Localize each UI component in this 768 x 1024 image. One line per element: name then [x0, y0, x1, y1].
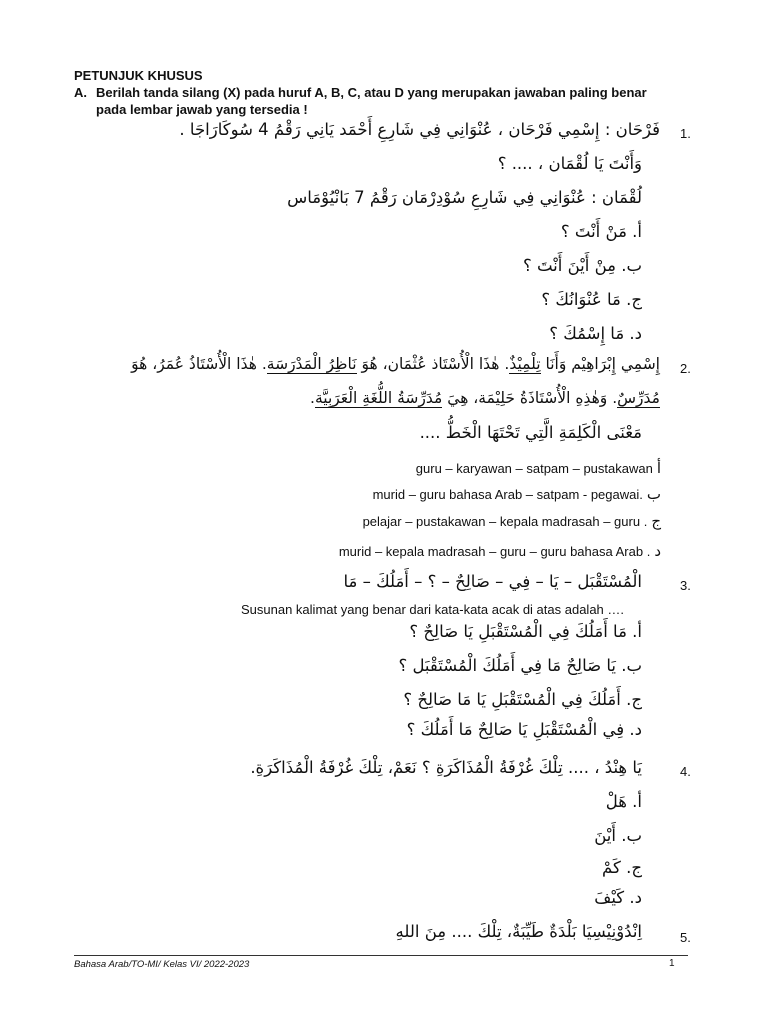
q3-instruction: Susunan kalimat yang benar dari kata-kata acak di atas adalah …. [241, 602, 625, 617]
q2-option-d-text: murid – kepala madrasah – guru – guru bahasa Arab . [338, 544, 651, 559]
q2-option-b-text: murid – guru bahasa Arab – satpam - pegawai. [372, 487, 643, 502]
q4-option-a: أ. هَلْ [605, 792, 642, 811]
q2-line-1-b: . هٰذَا الْأُسْتَاذ عُثْمَان، هُوَ [356, 355, 510, 373]
q4-option-c: ج. كَمْ [602, 858, 642, 877]
footer-page-number: 1 [669, 958, 675, 969]
q1-option-c: ج. مَا عُنْوَانُكَ ؟ [541, 290, 642, 309]
q1-line-2: وَأَنْتَ يَا لُقْمَان ، .... ؟ [497, 154, 642, 173]
q4-number: 4. [680, 764, 691, 779]
q2-option-b [373, 485, 661, 503]
q1-line-3: لُقْمَان : عُنْوَانِي فِي شَارِعِ سُوْدِرْمَان رَقْمُ 7 بَانْيُوْمَاس [287, 188, 642, 207]
q2-line-2-a: . وَهٰذِهِ الْأُسْتَاذَةُ حَلِيْمَة، هِيَ [442, 389, 618, 407]
q3-option-a: أ. مَا أَمَلُكَ فِي الْمُسْتَقْبَلِ يَا صَالِحٌ ؟ [409, 622, 642, 641]
q1-number: 1. [680, 126, 691, 141]
q2-option-d [339, 542, 661, 560]
q4-option-b: ب. أَيْنَ [594, 826, 642, 845]
q2-line-2 [310, 389, 660, 407]
q2-number: 2. [680, 361, 691, 376]
q2-underline-3: مُدَرِّسٌ [617, 389, 660, 407]
instruction-line-2: pada lembar jawab yang tersedia ! [96, 102, 308, 117]
q1-line-1: فَرْحَان : إِسْمِي فَرْحَان ، عُنْوَانِي فِي شَارِعِ أَحْمَد يَانِي رَقْمُ 4 سُوكَارَاجَا . [179, 120, 660, 139]
q2-option-c [363, 512, 661, 530]
q4-option-d: د. كَيْفَ [594, 888, 642, 907]
q2-option-a [416, 459, 661, 477]
q5-number: 5. [680, 930, 691, 945]
q3-number: 3. [680, 578, 691, 593]
instruction-line-1: Berilah tanda silang (X) pada huruf A, B, C, atau D yang merupakan jawaban paling benar [96, 85, 647, 100]
q2-option-c-text: pelajar – pustakawan – kepala madrasah – guru . [362, 514, 648, 529]
q2-line-1-a: إِسْمِي إِبْرَاهِيْم وَأَنَا [540, 355, 660, 373]
q3-option-d: د. فِي الْمُسْتَقْبَلِ يَا صَالِحٌ مَا أَمَلُكَ ؟ [406, 720, 642, 739]
q1-option-a: أ. مَنْ أَنْتَ ؟ [560, 222, 642, 241]
instruction-block [74, 84, 704, 118]
q2-underline-2: نَاظِرُ الْمَدْرَسَة [266, 355, 357, 373]
q2-option-d-mark: د [654, 542, 661, 560]
q2-option-a-text: guru – karyawan – satpam – pustakawan [415, 461, 653, 476]
q2-option-a-mark: أ [656, 459, 661, 477]
page-title: PETUNJUK KHUSUS [74, 68, 203, 83]
q2-line-2-b: . [310, 389, 315, 407]
q2-option-b-mark: ب [646, 485, 661, 503]
footer-divider [74, 955, 688, 956]
q2-line-1-c: . هٰذَا الْأُسْتَاذُ عُمَرُ، هُوَ [131, 355, 267, 373]
q1-option-d: د. مَا إِسْمُكَ ؟ [549, 324, 642, 343]
q1-option-b: ب. مِنْ أَيْنَ أَنْتَ ؟ [522, 256, 642, 275]
q3-line-1: الْمُسْتَقْبَل – يَا – فِي – صَالِحٌ – ؟ – أَمَلُكَ – مَا [343, 572, 642, 591]
q5-line-1: اِنْدُوْنِيْسِيَا بَلْدَةٌ طَيِّبَةٌ، تِلْكَ .... مِنَ اللهِ [395, 922, 642, 941]
q2-underline-4: مُدَرِّسَةُ اللُّغَةِ الْعَرَبِيَّة [314, 389, 443, 407]
q2-line-3: مَعْنَى الْكَلِمَةِ الَّتِي تَحْتَهَا الْخَطُّ .... [419, 423, 642, 442]
q3-option-b: ب. يَا صَالِحٌ مَا فِي أَمَلُكَ الْمُسْتَقْبَل ؟ [398, 656, 642, 675]
q2-option-c-mark: ج [651, 512, 661, 530]
instruction-letter: A. [74, 85, 87, 100]
q3-option-c: ج. أَمَلُكَ فِي الْمُسْتَقْبَلِ يَا مَا صَالِحٌ ؟ [403, 690, 642, 709]
footer-course: Bahasa Arab/TO-MI/ Kelas VI/ 2022-2023 [74, 959, 250, 970]
q2-underline-1: تِلْمِيْذٌ [509, 355, 541, 373]
q2-line-1 [131, 355, 660, 373]
q4-line-1: يَا هِنْدُ ، .... تِلْكَ غُرْفَةُ الْمُذَاكَرَةِ ؟ نَعَمْ، تِلْكَ غُرْفَةُ الْمُذَاكَرَةِ. [250, 758, 642, 777]
